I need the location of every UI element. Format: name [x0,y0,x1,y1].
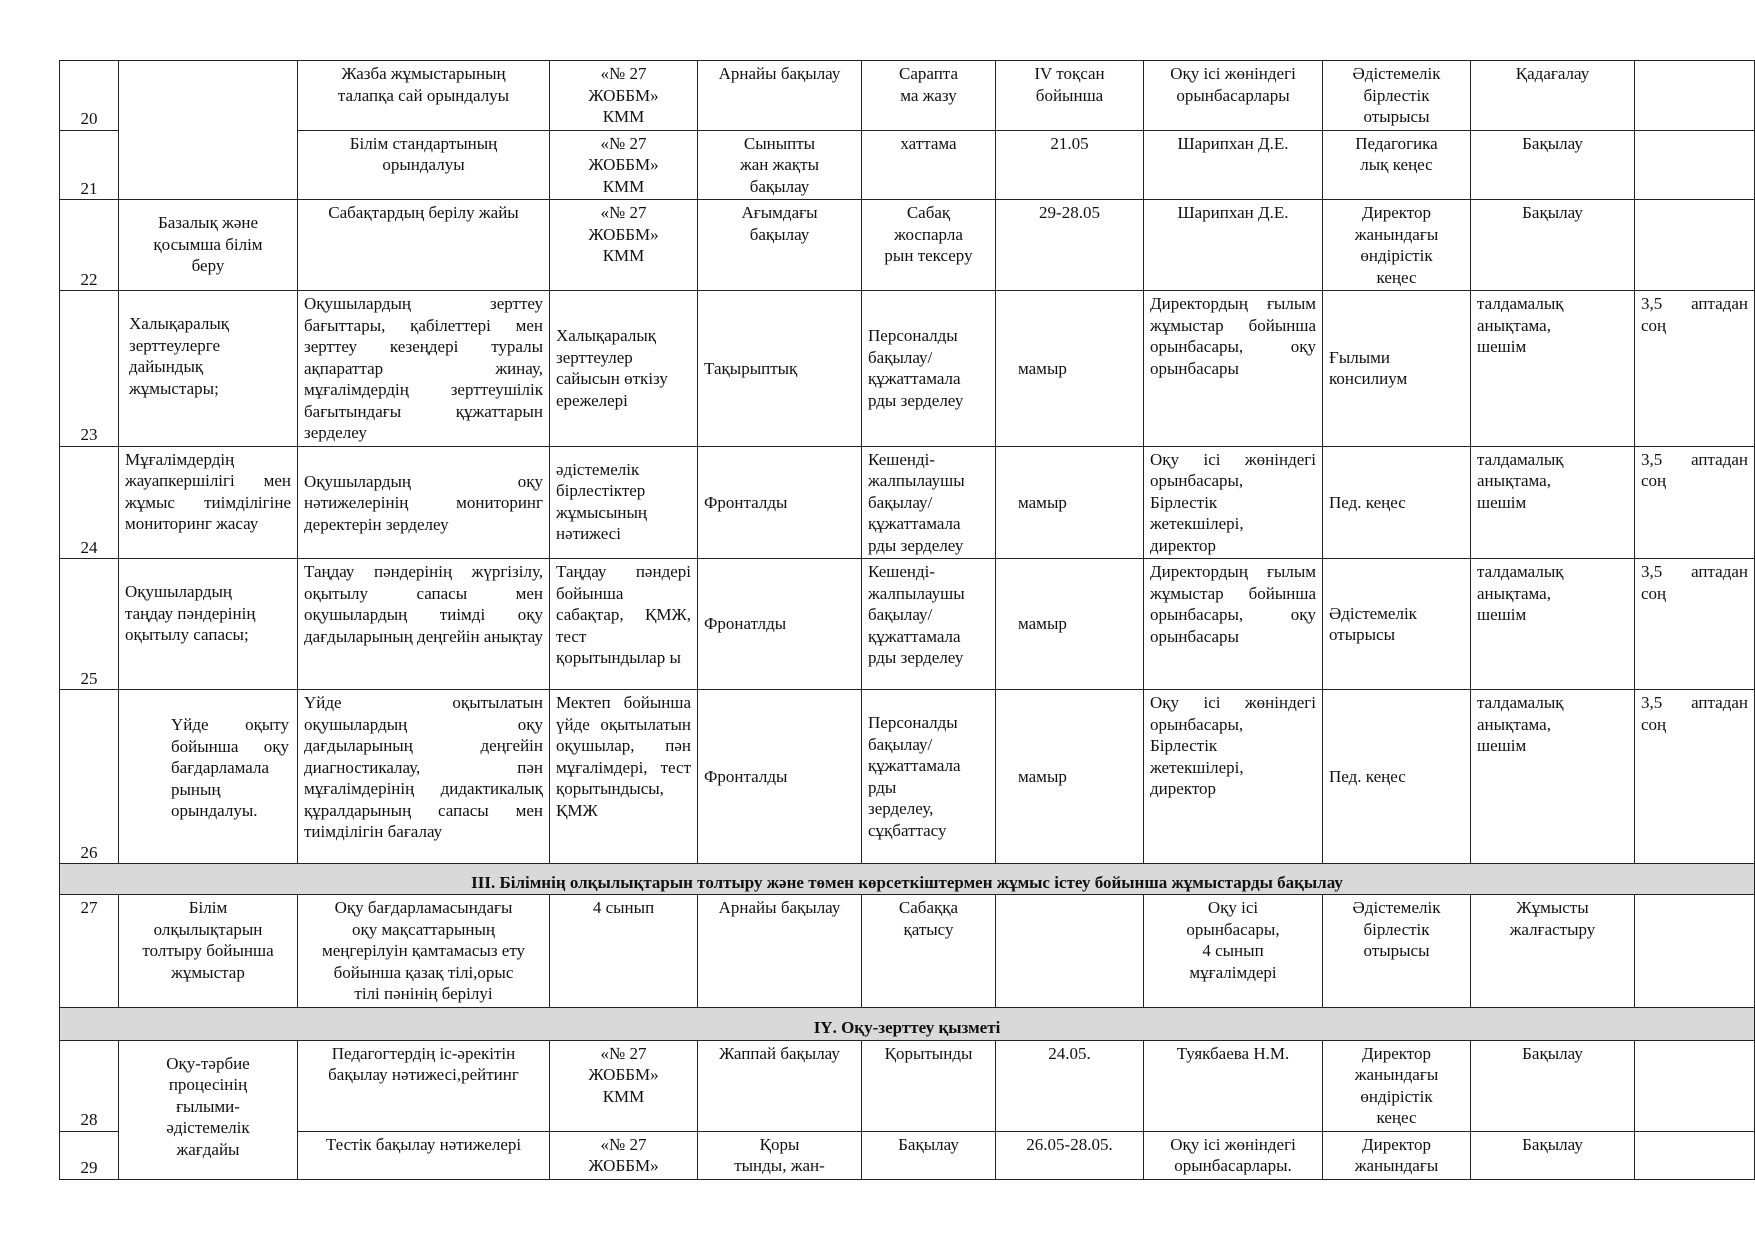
responsible-cell: Туякбаева Н.М. [1144,1040,1323,1131]
method-cell: Бақылау [862,1131,996,1179]
type-cell: Тақырыптық [698,291,862,447]
result-cell: талдамалық анықтама, шешім [1471,446,1635,559]
section-header-row [60,864,1755,895]
type-cell: Сыныпты жан жақты бақылау [698,130,862,200]
row-number: 27 [60,895,119,1008]
term-cell: мамыр [996,559,1144,690]
method-cell: Қорытынды [862,1040,996,1131]
term-cell: мамыр [996,690,1144,864]
row-number: 24 [60,446,119,559]
row-number: 26 [60,690,119,864]
result-cell: Бақылау [1471,1040,1635,1131]
table-row [60,446,1755,559]
row-number: 20 [60,61,119,131]
responsible-cell: Оқу ісі жөніндегі орынбасары, Бірлестік жетекшілері, директор [1144,446,1323,559]
term-cell: мамыр [996,291,1144,447]
content-cell: Үйде оқытылатын оқушылардың оқу дағдыларының деңгейін диагностикалау, пән мұғалімдерінің дидактикалық құралдарының сапасы мен тиімділігін бағалау [298,690,550,864]
responsible-cell: Шарипхан Д.Е. [1144,130,1323,200]
responsible-cell: Оқу ісі жөніндегі орынбасарлары. [1144,1131,1323,1179]
row-number: 22 [60,200,119,291]
section-title: ІІІ. Білімнің олқылықтарын толтыру және төмен көрсеткіштермен жұмыс істеу бойынша жұмыстарды бақылау [60,864,1755,895]
content-cell: Сабақтардың берілу жайы [298,200,550,291]
result-cell: талдамалық анықтама, шешім [1471,559,1635,690]
direction-cell-empty [119,61,298,200]
method-cell: Сабақ жоспарла рын тексеру [862,200,996,291]
type-cell: Фронатлды [698,559,862,690]
direction-cell: Халықаралық зерттеулерге дайындық жұмыстары; [119,291,298,447]
term-cell [996,895,1144,1008]
control-plan-table [59,60,1755,1180]
discussed-cell: Әдістемелік бірлестік отырысы [1323,895,1471,1008]
row-number: 21 [60,130,119,200]
type-cell: Ағымдағы бақылау [698,200,862,291]
object-cell: «№ 27 ЖОББМ» КММ [550,1040,698,1131]
direction-cell: Оқушылардың таңдау пәндерінің оқытылу сапасы; [119,559,298,690]
method-cell: Кешенді- жалпылаушы бақылау/ құжаттамала рды зерделеу [862,446,996,559]
discussed-cell: Ғылыми консилиум [1323,291,1471,447]
discussed-cell: Әдістемелік бірлестік отырысы [1323,61,1471,131]
type-cell: Қоры тынды, жан- [698,1131,862,1179]
content-cell: Педагогтердің іс-әрекітін бақылау нәтижесі,рейтинг [298,1040,550,1131]
direction-cell: Үйде оқыту бойынша оқу бағдарламала рының орындалуы. [119,690,298,864]
responsible-cell: Директордың ғылым жұмыстар бойынша орынбасары, оқу орынбасары [1144,291,1323,447]
object-cell: Мектеп бойынша үйде оқытылатын оқушылар, пән мұғалімдері, тест қорытындысы, ҚМЖ [550,690,698,864]
type-cell: Фронталды [698,446,862,559]
direction-cell: Мұғалімдердің жауапкершілігі мен жұмыс тиімділігіне мониторинг жасау [119,446,298,559]
object-cell: Халықаралық зерттеулер сайысын өткізу ережелері [550,291,698,447]
result-cell: Бақылау [1471,1131,1635,1179]
discussed-cell: Пед. кеңес [1323,690,1471,864]
object-cell: «№ 27 ЖОББМ» [550,1131,698,1179]
method-cell: Персоналды бақылау/ құжаттамала рды зерделеу, сұқбаттасу [862,690,996,864]
table-row [60,895,1755,1008]
row-number: 29 [60,1131,119,1179]
term-cell: мамыр [996,446,1144,559]
result-cell: Бақылау [1471,200,1635,291]
type-cell: Арнайы бақылау [698,61,862,131]
type-cell: Жаппай бақылау [698,1040,862,1131]
followup-cell: 3,5 аптадан соң [1635,559,1755,690]
content-cell: Оқу бағдарламасындағы оқу мақсаттарының меңгерілуін қамтамасыз ету бойынша қазақ тілі,орыс тілі пәнінің берілуі [298,895,550,1008]
responsible-cell: Шарипхан Д.Е. [1144,200,1323,291]
result-cell: Бақылау [1471,130,1635,200]
responsible-cell: Оқу ісі жөніндегі орынбасары, Бірлестік жетекшілері, директор [1144,690,1323,864]
responsible-cell: Оқу ісі орынбасары, 4 сынып мұғалімдері [1144,895,1323,1008]
discussed-cell: Директор жанындағы өндірістік кеңес [1323,1040,1471,1131]
followup-cell: 3,5 аптадан соң [1635,291,1755,447]
object-cell: 4 сынып [550,895,698,1008]
section-header-row [60,1007,1755,1040]
followup-cell [1635,895,1755,1008]
content-cell: Білім стандартының орындалуы [298,130,550,200]
result-cell: Жұмысты жалғастыру [1471,895,1635,1008]
term-cell: 24.05. [996,1040,1144,1131]
result-cell: талдамалық анықтама, шешім [1471,690,1635,864]
table-row [60,61,1755,131]
type-cell: Фронталды [698,690,862,864]
term-cell: 21.05 [996,130,1144,200]
object-cell: әдістемелік бірлестіктер жұмысының нәтижесі [550,446,698,559]
direction-cell: Оқу-тәрбие процесінің ғылыми- әдістемелік жағдайы [119,1040,298,1179]
term-cell: 26.05-28.05. [996,1131,1144,1179]
content-cell: Оқушылардың оқу нәтижелерінің мониторинг деректерін зерделеу [298,446,550,559]
followup-cell [1635,1040,1755,1131]
followup-cell [1635,61,1755,131]
row-number: 25 [60,559,119,690]
table-row [60,690,1755,864]
row-number: 28 [60,1040,119,1131]
followup-cell [1635,200,1755,291]
content-cell: Тестік бақылау нәтижелері [298,1131,550,1179]
method-cell: Персоналды бақылау/ құжаттамала рды зерделеу [862,291,996,447]
object-cell: «№ 27 ЖОББМ» КММ [550,130,698,200]
object-cell: «№ 27 ЖОББМ» КММ [550,61,698,131]
followup-cell: 3,5 аптадан соң [1635,690,1755,864]
term-cell: 29-28.05 [996,200,1144,291]
content-cell: Таңдау пәндерінің жүргізілу, оқытылу сапасы мен оқушылардың тиімді оқу дағдыларының деңгейін анықтау [298,559,550,690]
row-number: 23 [60,291,119,447]
table-row [60,1131,1755,1179]
discussed-cell: Директор жанындағы өндірістік кеңес [1323,200,1471,291]
method-cell: хаттама [862,130,996,200]
type-cell: Арнайы бақылау [698,895,862,1008]
discussed-cell: Әдістемелік отырысы [1323,559,1471,690]
table-row [60,291,1755,447]
object-cell: Таңдау пәндері бойынша сабақтар, ҚМЖ, тест қорытындылар ы [550,559,698,690]
direction-cell: Базалық және қосымша білім беру [119,200,298,291]
followup-cell: 3,5 аптадан соң [1635,446,1755,559]
term-cell: IV тоқсан бойынша [996,61,1144,131]
discussed-cell: Пед. кеңес [1323,446,1471,559]
table-row [60,130,1755,200]
table-row [60,559,1755,690]
method-cell: Сабаққа қатысу [862,895,996,1008]
method-cell: Сарапта ма жазу [862,61,996,131]
table-row [60,1040,1755,1131]
result-cell: Қадағалау [1471,61,1635,131]
document-page [59,60,1754,1180]
followup-cell [1635,130,1755,200]
content-cell: Оқушылардың зерттеу бағыттары, қабілеттері мен зерттеу кезеңдері туралы ақпараттар жинау, мұғалімдердің зерттеушілік бағытындағы құжаттарын зерделеу [298,291,550,447]
followup-cell [1635,1131,1755,1179]
result-cell: талдамалық анықтама, шешім [1471,291,1635,447]
object-cell: «№ 27 ЖОББМ» КММ [550,200,698,291]
section-title: ІҮ. Оқу-зерттеу қызметі [60,1007,1755,1040]
direction-cell: Білім олқылықтарын толтыру бойынша жұмыстар [119,895,298,1008]
table-row [60,200,1755,291]
discussed-cell: Педагогика лық кеңес [1323,130,1471,200]
responsible-cell: Директордың ғылым жұмыстар бойынша орынбасары, оқу орынбасары [1144,559,1323,690]
method-cell: Кешенді- жалпылаушы бақылау/ құжаттамала рды зерделеу [862,559,996,690]
responsible-cell: Оқу ісі жөніндегі орынбасарлары [1144,61,1323,131]
discussed-cell: Директор жанындағы [1323,1131,1471,1179]
content-cell: Жазба жұмыстарының талапқа сай орындалуы [298,61,550,131]
